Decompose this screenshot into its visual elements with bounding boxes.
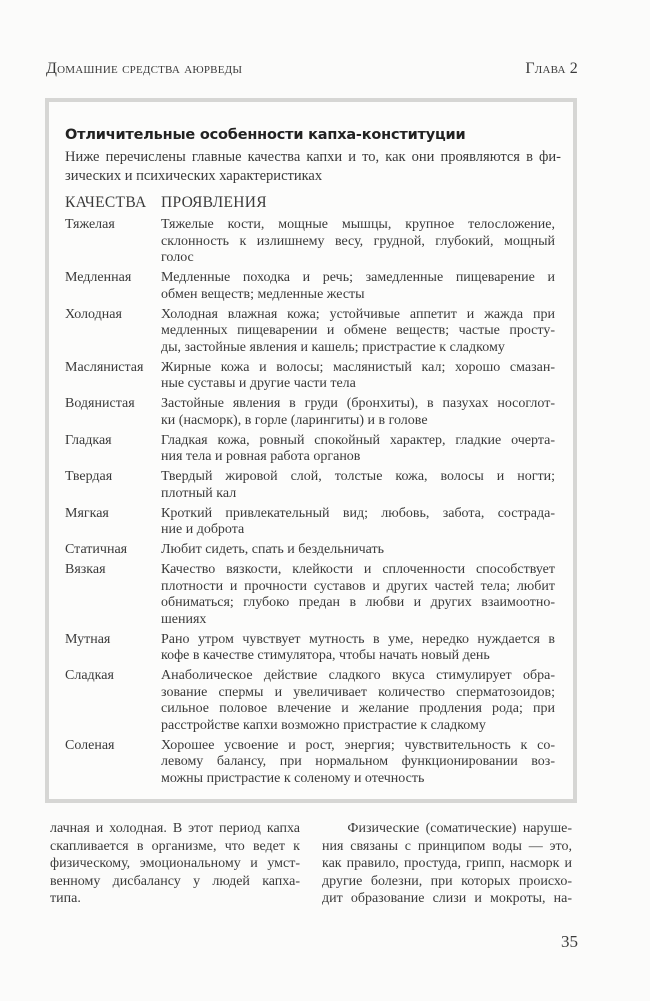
text-line: физическому, эмоциональному и умст-	[50, 856, 300, 871]
table-row	[65, 632, 561, 665]
box-title: Отличительные особенности капха-конституции	[65, 127, 466, 143]
table-row	[65, 668, 561, 734]
text-line: типа.	[50, 891, 81, 906]
text-line: как правило, простуда, грипп, насморк и	[322, 856, 572, 871]
text-line: Холодная влажная кожа; устойчивые аппетит и жажда при	[161, 306, 555, 322]
quality-cell: Соленая	[65, 737, 115, 753]
quality-cell: Мутная	[65, 631, 111, 647]
table-row	[65, 270, 561, 303]
text-line: Тяжелые кости, мощные мышцы, крупное телосложение,	[161, 217, 555, 232]
quality-cell: Холодная	[65, 306, 122, 322]
table-row	[65, 433, 561, 466]
text-line: ды, застойные явления и кашель; пристрастие к сладкому	[161, 339, 505, 355]
quality-cell: Тяжелая	[65, 217, 115, 232]
text-line: плотности и прочности суставов и других частей тела; любит	[161, 578, 555, 594]
manifestation-cell	[161, 542, 555, 559]
table-row	[65, 360, 561, 393]
sidebar-box-kapha	[45, 98, 577, 803]
text-line: Твердый жировой слой, толстые кожа, волосы и ногти;	[161, 469, 555, 484]
text-line: Гладкая кожа, ровный спокойный характер, гладкие очерта-	[161, 432, 555, 448]
text-line: Любит сидеть, спать и бездельничать	[161, 542, 384, 557]
text-line: плотный кал	[161, 485, 237, 501]
column-header-manifestation: ПРОЯВЛЕНИЯ	[161, 194, 267, 211]
manifestation-cell	[161, 217, 555, 267]
manifestation-cell	[161, 668, 555, 734]
table-row	[65, 307, 561, 357]
text-line: можны пристрастие к соленому и отечность	[161, 770, 425, 786]
table-row	[65, 738, 561, 788]
qualities-table	[65, 217, 561, 791]
text-line: ния тела и ровная работа органов	[161, 449, 361, 464]
manifestation-cell	[161, 506, 555, 539]
running-header-title: Домашние средства аюрведы	[46, 60, 243, 77]
text-line: другие болезни, при которых происхо-	[322, 873, 572, 889]
manifestation-cell	[161, 307, 555, 357]
box-intro	[65, 148, 561, 186]
text-line: дит образование слизи и мокроты, на-	[322, 891, 572, 906]
table-row	[65, 396, 561, 429]
manifestation-cell	[161, 632, 555, 665]
text-line: Хорошее усвоение и рост, энергия; чувствительность к со-	[161, 737, 555, 753]
text-line: обниматься; глубоко предан в любви и других взаимоотно-	[161, 595, 555, 610]
text-line: склонность к излишнему весу, грудной, глубокий, мощный	[161, 233, 555, 249]
running-header-chapter: Глава 2	[525, 60, 578, 77]
text-line: голос	[161, 250, 194, 265]
manifestation-cell	[161, 562, 555, 628]
table-row	[65, 469, 561, 502]
quality-cell: Медленная	[65, 270, 132, 285]
text-line: Жирные кожа и волосы; маслянистый кал; хорошо смазан-	[161, 359, 555, 375]
quality-cell: Маслянистая	[65, 359, 144, 375]
text-line: лачная и холодная. В этот период капха	[50, 821, 300, 836]
manifestation-cell	[161, 433, 555, 466]
text-line: кофе в качестве стимулятора, чтобы начать новый день	[161, 648, 490, 663]
text-line: шениях	[161, 611, 207, 627]
table-row	[65, 562, 561, 628]
quality-cell: Вязкая	[65, 562, 106, 577]
table-row	[65, 542, 561, 559]
manifestation-cell	[161, 270, 555, 303]
quality-cell: Мягкая	[65, 505, 109, 521]
quality-cell: Гладкая	[65, 432, 112, 448]
text-line: Медленные походка и речь; замедленные пищеварение и	[161, 270, 555, 285]
text-line: скапливается в организме, что ведет к	[50, 838, 300, 854]
body-column-left	[50, 820, 300, 908]
manifestation-cell	[161, 396, 555, 429]
text-line: сильное половое влечение и желание продления рода; при	[161, 701, 555, 716]
table-row	[65, 217, 561, 267]
text-line: Физические (соматические) наруше-	[322, 821, 572, 836]
text-line: Анаболическое действие сладкого вкуса стимулирует обра-	[161, 668, 555, 683]
text-line: Рано утром чувствует мутность в уме, нередко нуждается в	[161, 631, 555, 647]
text-line: медленных пищеварении и обмене веществ; частые просту-	[161, 323, 555, 338]
manifestation-cell	[161, 738, 555, 788]
intro-line: Ниже перечислены главные качества капхи и то, как они проявляются в фи-	[65, 149, 561, 165]
text-line: Качество вязкости, клейкости и сплоченности способствует	[161, 562, 555, 577]
text-line: расстройстве капхи возможно пристрастие к сладкому	[161, 717, 486, 733]
text-line: ные суставы и другие части тела	[161, 376, 356, 391]
page-number: 35	[561, 932, 578, 951]
table-row	[65, 506, 561, 539]
text-line: обмен веществ; медленные жесты	[161, 286, 365, 302]
column-header-quality: КАЧЕСТВА	[65, 194, 147, 211]
text-line: венному дисбалансу у людей капха-	[50, 873, 300, 889]
text-line: ние и доброта	[161, 522, 245, 537]
text-line: ки (насморк), в горле (ларингиты) и в голове	[161, 412, 428, 428]
text-line: зование спермы и увеличивает количество сперматозоидов;	[161, 684, 555, 700]
quality-cell: Твердая	[65, 469, 113, 484]
quality-cell: Сладкая	[65, 668, 114, 683]
text-line: левому балансу, при нормальном функционировании воз-	[161, 754, 555, 769]
intro-line: зических и психических характеристиках	[65, 168, 323, 184]
body-column-right	[322, 820, 572, 908]
text-line: Кроткий привлекательный вид; любовь, забота, сострада-	[161, 505, 555, 521]
text-line: ния связаны с принципом воды — это,	[322, 838, 572, 854]
text-line: Застойные явления в груди (бронхиты), в пазухах носоглот-	[161, 396, 555, 411]
quality-cell: Водянистая	[65, 396, 135, 411]
quality-cell: Статичная	[65, 542, 128, 557]
manifestation-cell	[161, 360, 555, 393]
manifestation-cell	[161, 469, 555, 502]
